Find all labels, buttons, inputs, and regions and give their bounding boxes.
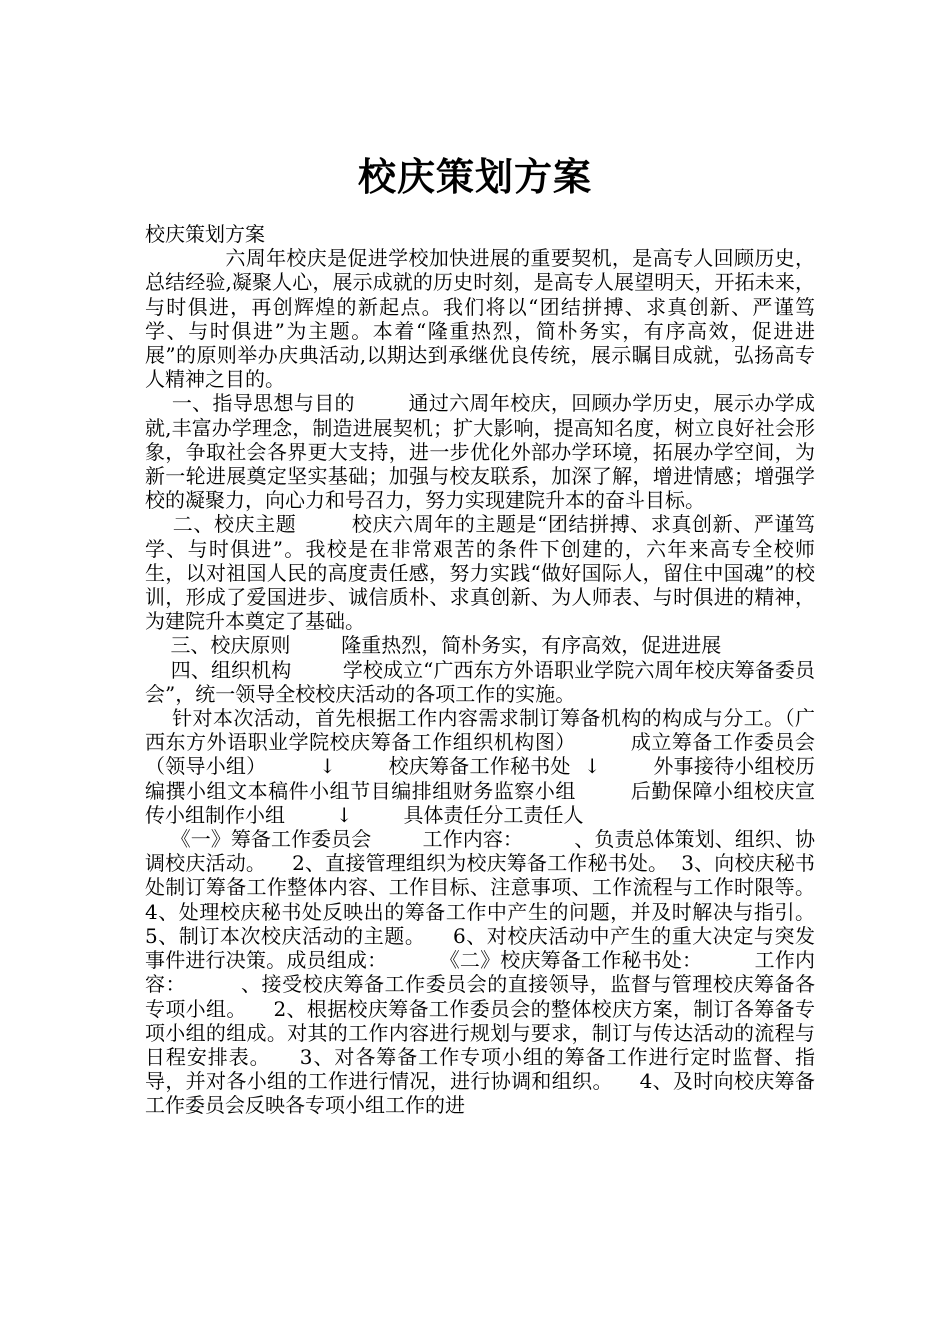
paragraph-intro: 六周年校庆是促进学校加快进展的重要契机，是高专人回顾历史，总结经验,凝聚人心，展示成就的历史时刻，是高专人展望明天，开拓未来，与时俱进，再创辉煌的新起点。我们将以“团结拼搏、求真创新、严谨笃学、与时俱进”为主题。本着“隆重热烈，简朴务实，有序高效，促进进展”的原则举办庆典活动,以期达到承继优良传统，展示瞩目成就，弘扬高专人精神之目的。 (145, 246, 815, 392)
page-title: 校庆策划方案 (357, 155, 592, 200)
paragraph-section-2: 二、校庆主题 校庆六周年的主题是“团结拼搏、求真创新、严谨笃学、与时俱进”。我校是在非常艰苦的条件下创建的，六年来高专全校师生，以对祖国人民的高度责任感，努力实践“做好国际人，留住中国魂”的校训，形成了爱国进步、诚信质朴、求真创新、为人师表、与时俱进的精神，为建院升本奠定了基础。 (145, 512, 815, 634)
paragraph-org-structure: 针对本次活动，首先根据工作内容需求制订筹备机构的构成与分工。（广西东方外语职业学院校庆筹备工作组织机构图） 成立筹备工作委员会（领导小组） ↓ 校庆筹备工作秘书处 ↓ 外事接待小组校历编撰小组文本稿件小组节目编排组财务监察小组 后勤保障小组校庆宣传小组制作小组 ↓ 具体责任分工责任人 (145, 706, 816, 827)
paragraph-heading: 校庆策划方案 (145, 222, 265, 246)
paragraph-committee-duties: 《一》筹备工作委员会 工作内容： 、负责总体策划、组织、协调校庆活动。 2、直接管理组织为校庆筹备工作秘书处。 3、向校庆秘书处制订筹备工作整体内容、工作目标、注意事项、工作流程与工作时限等。 4、处理校庆秘书处反映出的筹备工作中产生的问题，并及时解决与指引。 5、制订本次校庆活动的主题。 6、对校庆活动中产生的重大决定与突发事件进行决策。成员组成： 《二》校庆筹备工作秘书处： 工作内容： 、接受校庆筹备工作委员会的直接领导，监督与管理校庆筹备各专项小组。 2、根据校庆筹备工作委员会的整体校庆方案，制订各筹备专项小组的组成。对其的工作内容进行规划与要求，制订与传达活动的流程与日程安排表。 3、对各筹备工作专项小组的筹备工作进行定时监督、指导，并对各小组的工作进行情况，进行协调和组织。 4、及时向校庆筹备工作委员会反映各专项小组工作的进 (145, 827, 841, 1118)
paragraph-section-4: 四、组织机构 学校成立“广西东方外语职业学院六周年校庆筹备委员会”，统一领导全校校庆活动的各项工作的实施。 (145, 657, 815, 706)
document-body (145, 222, 841, 1118)
paragraph-section-1: 一、指导思想与目的 通过六周年校庆，回顾办学历史，展示办学成就,丰富办学理念，制造进展契机；扩大影响，提高知名度，树立良好社会形象，争取社会各界更大支持，进一步优化外部办学环境，拓展办学空间，为新一轮进展奠定坚实基础；加强与校友联系，加深了解，增进情感；增强学校的凝聚力，向心力和号召力，努力实现建院升本的奋斗目标。 (145, 391, 816, 513)
paragraph-section-3: 三、校庆原则 隆重热烈，简朴务实，有序高效，促进进展 (145, 633, 722, 658)
